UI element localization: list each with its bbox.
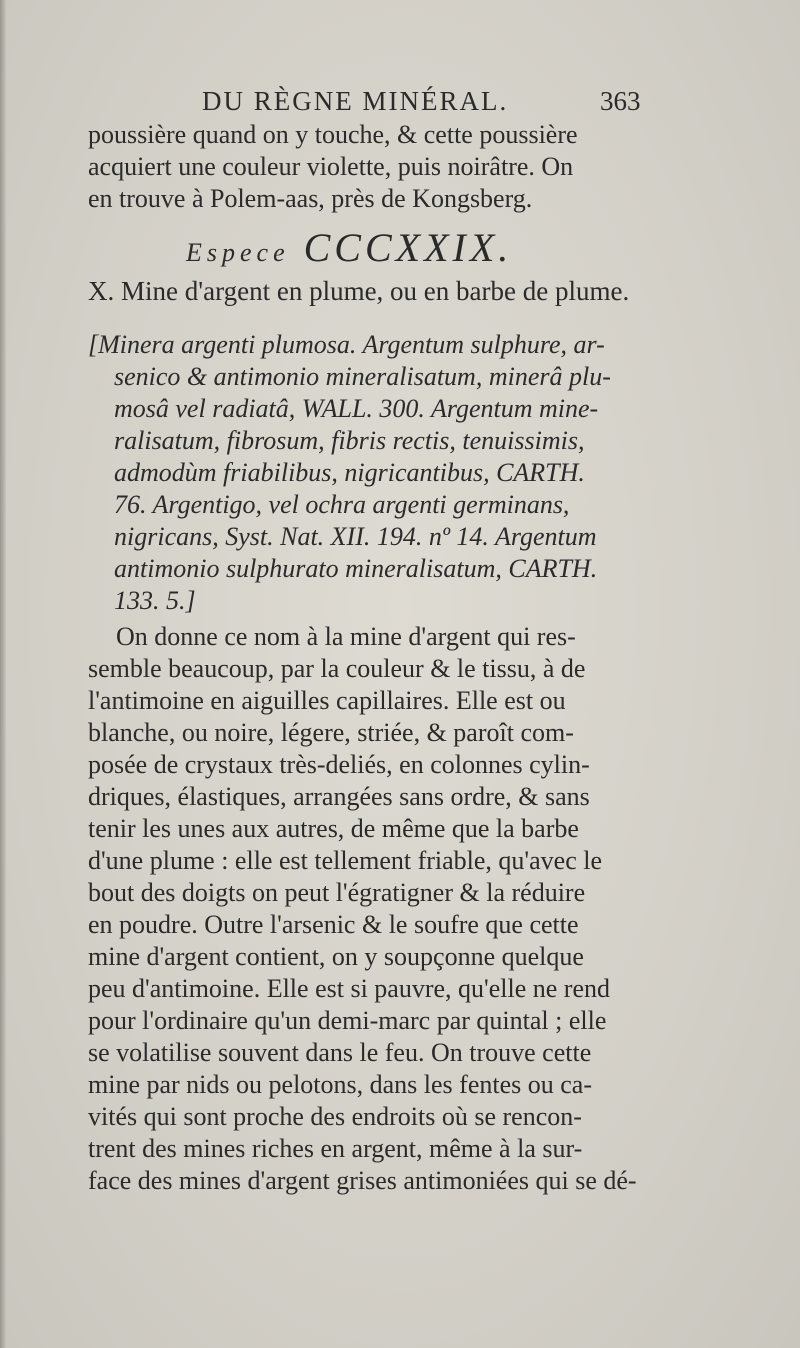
running-head — [82, 86, 654, 122]
body-line: mine par nids ou pelotons, dans les fentes ou ca- — [88, 1070, 592, 1099]
latin-line: antimonio sulphurato mineralisatum, CARTH. — [114, 554, 598, 583]
page-binding-edge — [0, 0, 6, 1348]
species-heading — [186, 224, 512, 271]
body-line: l'antimoine en aiguilles capillaires. Elle est ou — [88, 686, 566, 715]
latin-line: ralisatum, fibrosum, fibris rectis, tenuissimis, — [114, 426, 585, 455]
latin-line: admodùm friabilibus, nigricantibus, CARTH. — [114, 458, 585, 487]
latin-line: senico & antimonio mineralisatum, minerâ plu- — [114, 362, 611, 391]
body-line: peu d'antimoine. Elle est si pauvre, qu'elle ne rend — [88, 974, 610, 1003]
latin-line: 76. Argentigo, vel ochra argenti germinans, — [114, 490, 570, 519]
intro-line: en trouve à Polem-aas, près de Kongsberg. — [88, 184, 533, 213]
latin-line: [Minera argenti plumosa. Argentum sulphure, ar- — [88, 330, 605, 359]
body-line: driques, élastiques, arrangées sans ordre, & sans — [88, 782, 590, 811]
latin-line: mosâ vel radiatâ, WALL. 300. Argentum mine- — [114, 394, 599, 423]
latin-line: 133. 5.] — [114, 586, 196, 615]
body-line: vités qui sont proche des endroits où se rencon- — [88, 1102, 582, 1131]
body-line: tenir les unes aux autres, de même que la barbe — [88, 814, 579, 843]
body-line: posée de crystaux très-deliés, en colonnes cylin- — [88, 750, 590, 779]
body-line: face des mines d'argent grises antimoniées qui se dé- — [88, 1166, 637, 1195]
latin-line: nigricans, Syst. Nat. XII. 194. nº 14. Argentum — [114, 522, 597, 551]
page-number: 363 — [600, 86, 641, 116]
body-line: pour l'ordinaire qu'un demi-marc par quintal ; elle — [88, 1006, 607, 1035]
body-line: d'une plume : elle est tellement friable, qu'avec le — [88, 846, 602, 875]
intro-line: acquiert une couleur violette, puis noirâtre. On — [88, 152, 574, 181]
body-line: blanche, ou noire, légere, striée, & paroît com- — [88, 718, 574, 747]
intro-line: poussière quand on y touche, & cette poussière — [88, 120, 578, 149]
body-line: semble beaucoup, par la couleur & le tissu, à de — [88, 654, 586, 683]
body-line: trent des mines riches en argent, même à la sur- — [88, 1134, 583, 1163]
species-heading-numeral: CCCXXIX. — [303, 225, 513, 270]
species-title: X. Mine d'argent en plume, ou en barbe de plume. — [88, 276, 630, 306]
species-heading-word: Espece — [186, 238, 290, 267]
body-line: mine d'argent contient, on y soupçonne quelque — [88, 942, 584, 971]
running-head-title: DU RÈGNE MINÉRAL. — [202, 86, 509, 116]
body-line: se volatilise souvent dans le feu. On trouve cette — [88, 1038, 592, 1067]
body-line: bout des doigts on peut l'égratigner & la réduire — [88, 878, 586, 907]
body-line: en poudre. Outre l'arsenic & le soufre que cette — [88, 910, 579, 939]
body-line: On donne ce nom à la mine d'argent qui res- — [116, 622, 576, 651]
